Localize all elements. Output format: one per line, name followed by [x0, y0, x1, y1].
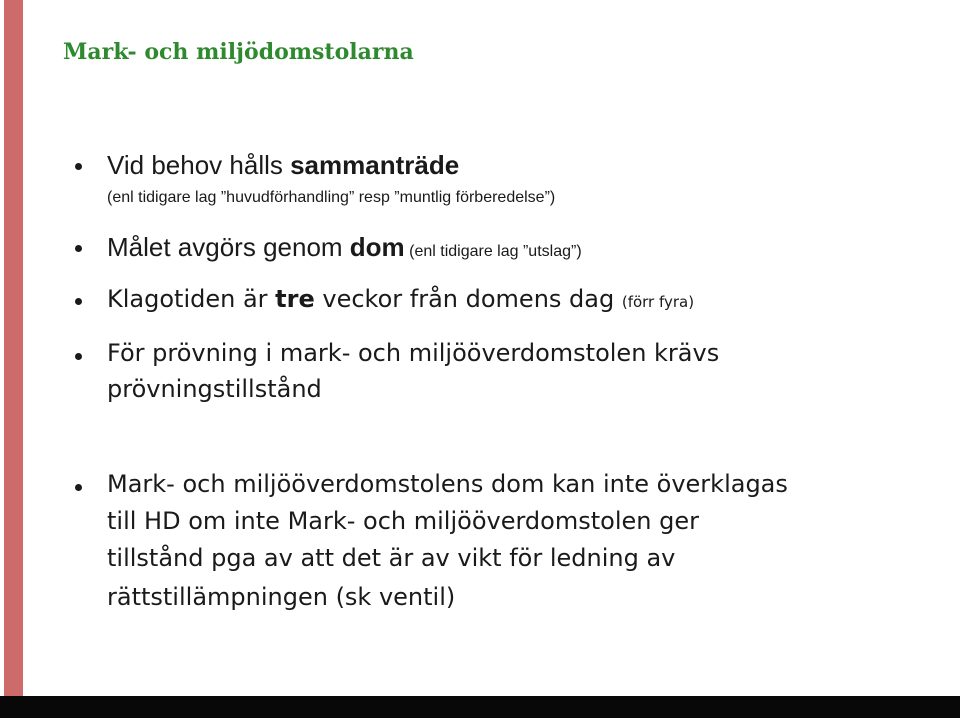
bullet-2-note: (enl tidigare lag ”utslag”)	[404, 243, 582, 260]
bullet-3-note: (förr fyra)	[621, 293, 695, 311]
bullet-dot	[75, 298, 82, 305]
bullet-2-main	[107, 232, 582, 263]
bullet-3-bold: tre	[275, 285, 315, 313]
bottom-bar	[0, 696, 960, 718]
bullet-dot	[75, 484, 82, 491]
bullet-dot	[75, 163, 82, 170]
bullet-1-main	[107, 150, 459, 181]
bullet-3-text: Klagotiden är	[107, 285, 276, 313]
slide-title: Mark- och miljödomstolarna	[63, 39, 414, 65]
bullet-5-line-4: rättstillämpningen (sk ventil)	[107, 583, 456, 611]
bullet-3-main	[107, 285, 694, 313]
bullet-dot	[75, 353, 82, 360]
bullet-5-line-2: till HD om inte Mark- och miljööverdomstolen ger	[107, 507, 699, 535]
bullet-2-bold: dom	[349, 232, 405, 262]
bullet-3-suffix: veckor från domens dag	[314, 285, 622, 313]
bullet-5-line-1: Mark- och miljööverdomstolens dom kan inte överklagas	[107, 470, 788, 498]
bullet-1-sub: (enl tidigare lag ”huvudförhandling” resp ”muntlig förberedelse”)	[107, 189, 556, 206]
bullet-4-line-1: För prövning i mark- och miljööverdomstolen krävs	[107, 339, 720, 367]
bullet-1-bold: sammanträde	[290, 150, 460, 180]
bullet-dot	[75, 245, 82, 252]
bullet-1-text: Vid behov hålls	[107, 150, 291, 180]
bullet-2-text: Målet avgörs genom	[107, 232, 350, 262]
bullet-4-line-2: prövningstillstånd	[107, 375, 322, 403]
left-accent-bar	[4, 0, 23, 696]
bullet-5-line-3: tillstånd pga av att det är av vikt för ledning av	[107, 544, 676, 572]
